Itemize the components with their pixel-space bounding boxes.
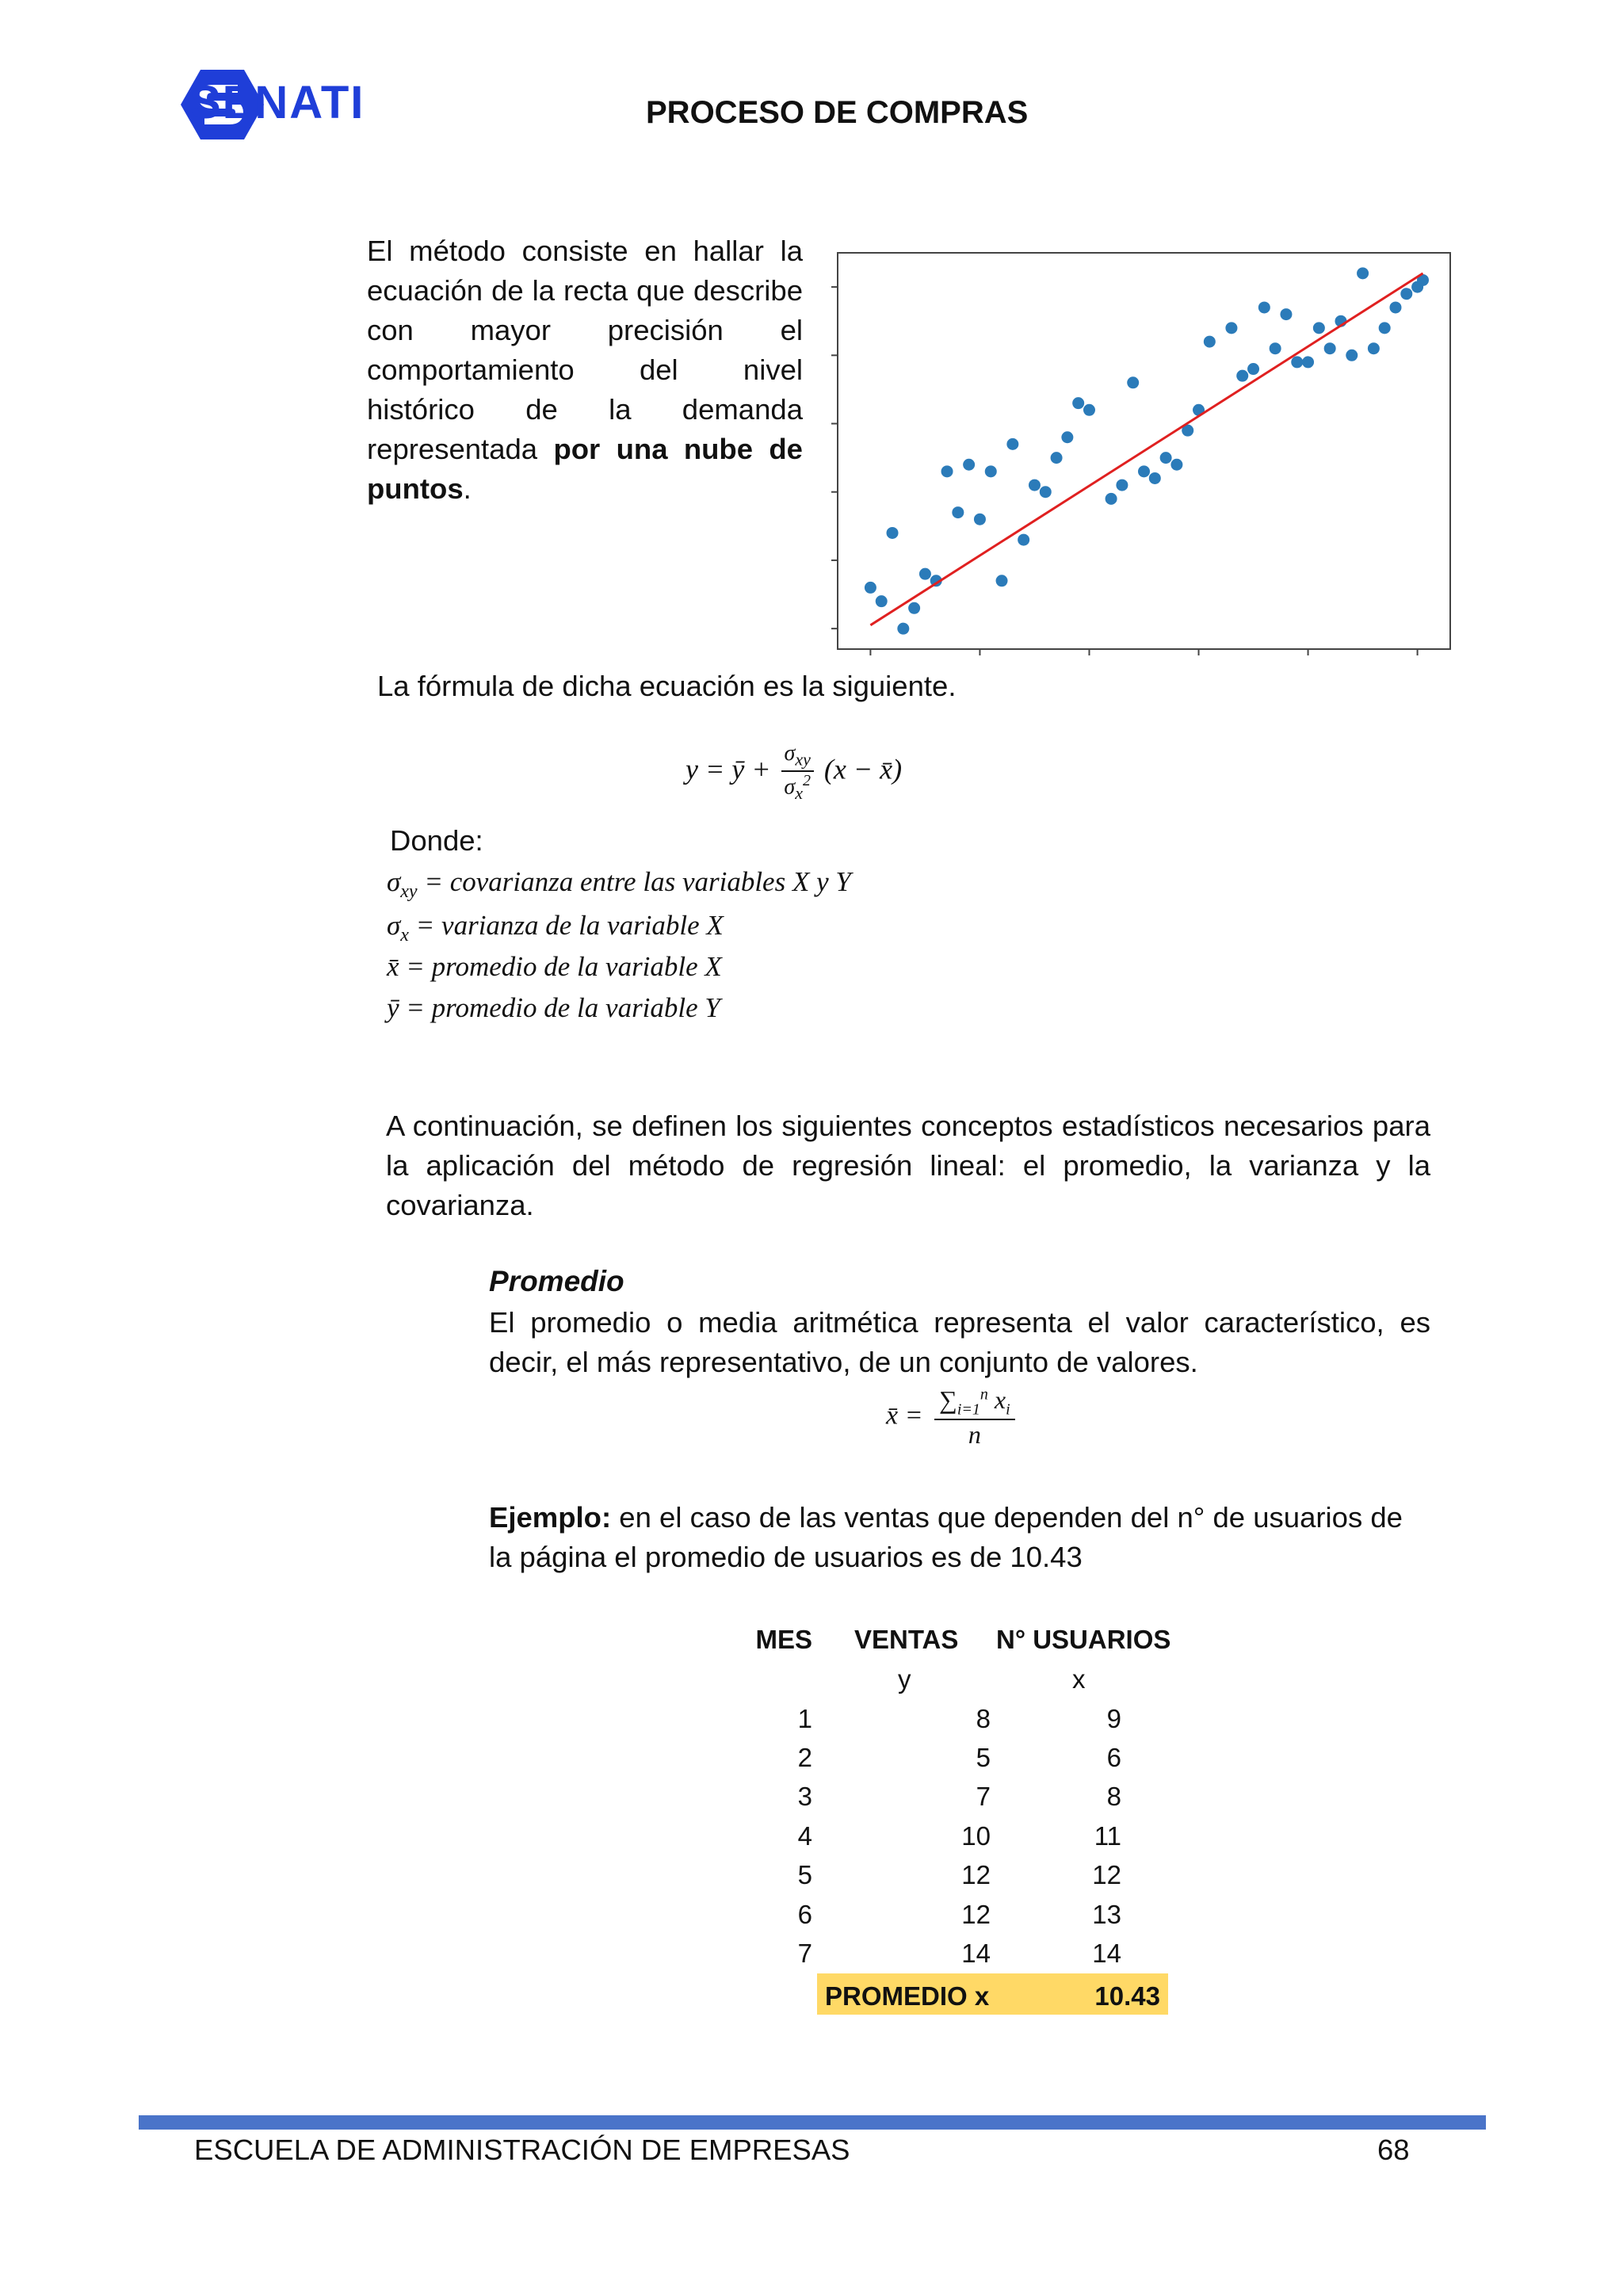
scatter-point	[1160, 452, 1172, 464]
scatter-point	[919, 568, 931, 580]
page-header-title: PROCESO DE COMPRAS	[646, 95, 1029, 130]
scatter-point	[963, 459, 975, 471]
scatter-point	[908, 602, 920, 614]
page-number: 68	[1377, 2134, 1410, 2166]
scatter-point	[1400, 288, 1412, 300]
donde-label: Donde:	[390, 824, 483, 857]
scatter-point	[1051, 452, 1063, 464]
concepts-paragraph: A continuación, se definen los siguientes conceptos estadísticos necesarios para la aplicación del método de regresión lineal: el promedio, la varianza y la covarianza.	[386, 1110, 1430, 1221]
scatter-point	[1291, 356, 1303, 368]
footer-bar	[139, 2115, 1486, 2130]
scatter-point	[887, 527, 899, 539]
footer-text: ESCUELA DE ADMINISTRACIÓN DE EMPRESAS	[194, 2134, 850, 2166]
scatter-point	[1324, 342, 1336, 354]
scatter-point	[941, 465, 953, 477]
scatter-point	[952, 506, 964, 518]
scatter-point	[1029, 479, 1041, 491]
scatter-point	[974, 514, 986, 525]
definition-mean-x: x̄ = promedio de la variable X	[387, 951, 722, 982]
scatter-point	[876, 595, 888, 607]
table-row: 2 5 6	[797, 1743, 1121, 1772]
scatter-point	[1225, 322, 1237, 334]
scatter-point	[1302, 356, 1314, 368]
promedio-text: El promedio o media aritmética representa el valor característico, es decir, el más representativo, de un conjunto de valores.	[489, 1306, 1430, 1378]
scatter-point	[1204, 336, 1216, 348]
definition-mean-y: ȳ = promedio de la variable Y	[387, 992, 720, 1023]
scatter-point	[1170, 459, 1182, 471]
scatter-point	[1083, 404, 1095, 416]
scatter-point	[1072, 397, 1084, 409]
scatter-point	[1040, 486, 1052, 498]
scatter-point	[1149, 472, 1161, 484]
table-row: 1 8 9	[797, 1704, 1121, 1733]
mean-formula: x̄ = $\frac{\sum_{i=1}^n x_i}{n}$	[886, 1385, 1015, 1450]
scatter-point	[1106, 493, 1117, 505]
scatter-point	[1313, 322, 1325, 334]
scatter-point	[1379, 322, 1391, 334]
scatter-point	[1346, 350, 1358, 361]
scatter-point	[1280, 308, 1292, 320]
trend-line	[870, 273, 1423, 625]
scatter-chart	[820, 250, 1454, 670]
definition-covariance: $\sigma_{xy}$ = covarianza entre las variables X y Y	[387, 866, 851, 902]
logo-text: SENATI	[190, 77, 365, 128]
regression-formula: y = ȳ + $\sigma_{xy}$ $\sigma_x^2$ (x − x̄)	[685, 741, 903, 803]
scatter-point	[897, 623, 909, 635]
table-header: MES VENTAS N° USUARIOS	[755, 1625, 1171, 1654]
scatter-point	[985, 465, 997, 477]
intro-paragraph: El método consiste en hallar la ecuación de la recta que describe con mayor precisión el comportamiento del nivel histórico de la demanda representada por una nube de puntos.	[367, 235, 803, 505]
scatter-point	[1389, 301, 1401, 313]
definition-variance: $\sigma_x$ = varianza de la variable X	[387, 910, 724, 946]
scatter-point	[1247, 363, 1259, 375]
scatter-point	[1138, 465, 1150, 477]
scatter-point	[1127, 376, 1139, 388]
promedio-heading: Promedio	[489, 1265, 624, 1297]
scatter-point	[1258, 301, 1270, 313]
scatter-point	[1116, 479, 1128, 491]
table-row: 5 12 12	[797, 1860, 1121, 1889]
scatter-point	[1018, 534, 1029, 546]
table-row: 7 14 14	[797, 1939, 1121, 1968]
scatter-point	[1270, 342, 1281, 354]
scatter-point	[996, 575, 1008, 586]
scatter-point	[865, 582, 876, 594]
scatter-point	[1236, 370, 1248, 382]
scatter-point	[1006, 438, 1018, 450]
sales-table	[741, 1625, 1177, 2021]
formula-intro: La fórmula de dicha ecuación es la siguiente.	[377, 670, 957, 702]
example-paragraph: Ejemplo: en el caso de las ventas que dependen del n° de usuarios de la página el promedio de usuarios es de 10.43	[489, 1501, 1403, 1573]
scatter-point	[1357, 267, 1369, 279]
scatter-point	[1368, 342, 1380, 354]
table-row: 4 10 11	[797, 1821, 1121, 1851]
summary-row: PROMEDIO x 10.43	[817, 1973, 1168, 2015]
table-row: 3 7 8	[797, 1782, 1121, 1811]
table-row: 6 12 13	[797, 1900, 1121, 1929]
table-subheader: y x	[898, 1664, 1086, 1694]
scatter-point	[1061, 431, 1073, 443]
